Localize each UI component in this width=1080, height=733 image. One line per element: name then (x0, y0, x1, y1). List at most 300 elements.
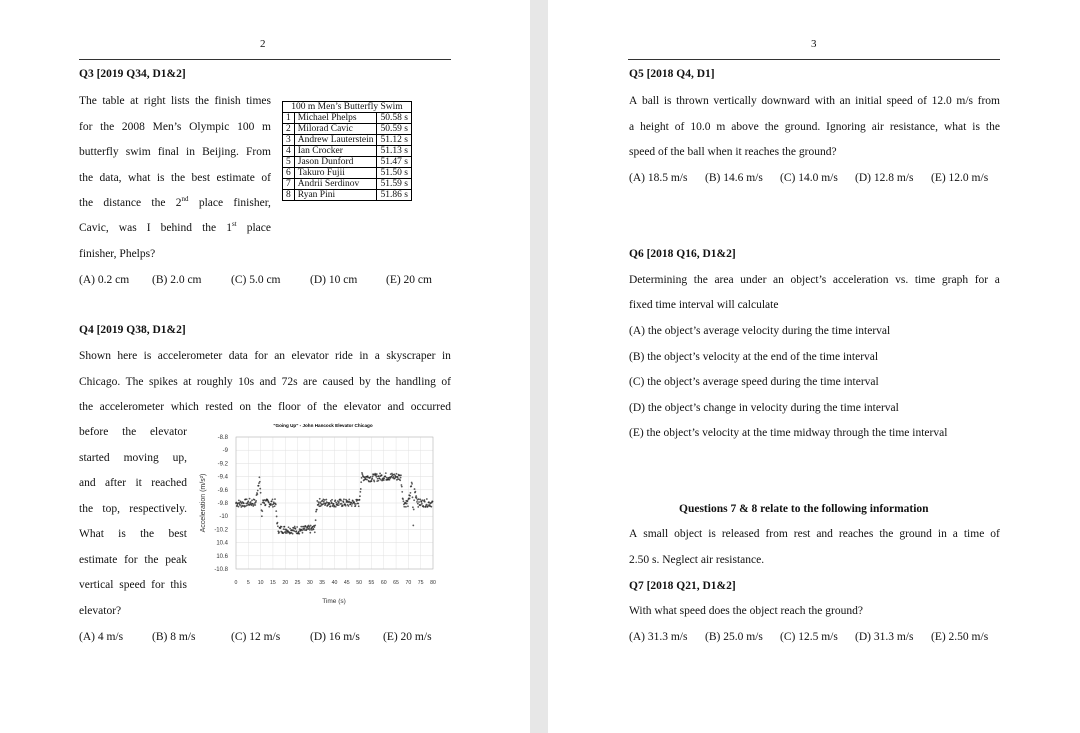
data-point (405, 506, 407, 508)
data-point (343, 501, 345, 503)
data-point (411, 483, 413, 485)
data-point (275, 504, 277, 506)
data-point (277, 525, 279, 527)
data-point (397, 477, 399, 479)
data-point (348, 505, 350, 507)
q5-line-3: speed of the ball when it reaches the ground? (629, 146, 837, 158)
q3-line-7: finisher, Phelps? (79, 248, 156, 260)
data-point (389, 479, 391, 481)
cell-name: Milorad Cavic (294, 124, 377, 135)
data-point (362, 473, 364, 475)
data-point (315, 519, 317, 521)
data-point (402, 498, 404, 500)
data-point (261, 510, 263, 512)
data-point (385, 472, 387, 474)
data-point (318, 501, 320, 503)
q5-line-2: a height of 10.0 m above the ground. Ignoring air resistance, what is the (629, 120, 1000, 133)
data-point (319, 498, 321, 500)
data-point (283, 528, 285, 530)
q4-side-line-2: started moving up, (79, 451, 187, 464)
cell-time: 51.86 s (377, 190, 411, 201)
data-point (335, 502, 337, 504)
q6-option-d: (D) the object’s change in velocity during the time interval (629, 401, 899, 414)
q6-option-c: (C) the object’s average speed during the time interval (629, 376, 879, 388)
data-point (384, 475, 386, 477)
data-point (313, 528, 315, 530)
table-row (283, 113, 412, 124)
data-point (301, 530, 303, 532)
q4-option-e: (E) 20 m/s (383, 631, 432, 643)
y-tick-label: -9 (222, 448, 228, 455)
cell-place: 5 (283, 157, 295, 168)
q5-option-b: (B) 14.6 m/s (705, 172, 763, 184)
data-point (407, 505, 409, 507)
cell-time: 50.59 s (377, 124, 411, 135)
data-point (410, 492, 412, 494)
table-row (283, 135, 412, 146)
page-number: 3 (811, 38, 817, 50)
y-tick-label: -9.6 (217, 487, 228, 494)
data-point (243, 502, 245, 504)
data-point (416, 497, 418, 499)
data-point (333, 503, 335, 505)
q7-option-e: (E) 2.50 m/s (931, 631, 989, 643)
data-point (413, 499, 415, 501)
data-point (421, 499, 423, 501)
data-point (378, 480, 380, 482)
q7-heading: Q7 [2018 Q21, D1&2] (629, 580, 736, 592)
data-point (415, 495, 417, 497)
data-point (304, 527, 306, 529)
cell-place: 7 (283, 179, 295, 190)
data-point (348, 498, 350, 500)
q3-option-b: (B) 2.0 cm (152, 274, 202, 286)
data-point (293, 530, 295, 532)
q5-option-d: (D) 12.8 m/s (855, 172, 914, 184)
table-caption: 100 m Men’s Butterfly Swim (283, 102, 412, 113)
data-point (281, 526, 283, 528)
data-point (413, 509, 415, 511)
data-point (338, 501, 340, 503)
q4-option-b: (B) 8 m/s (152, 631, 196, 643)
q4-side-line-3: and after it reached (79, 477, 187, 489)
data-point (400, 477, 402, 479)
x-axis-label: Time (s) (322, 598, 346, 605)
data-point (314, 524, 316, 526)
q4-last-line: elevator? (79, 605, 122, 617)
data-point (274, 498, 276, 500)
data-point (254, 504, 256, 506)
data-point (292, 533, 294, 535)
y-tick-label: -9.4 (217, 474, 228, 481)
data-point (396, 473, 398, 475)
q7-option-c: (C) 12.5 m/s (780, 631, 838, 643)
data-point (393, 476, 395, 478)
data-point (278, 531, 280, 533)
data-point (260, 503, 262, 505)
data-point (323, 501, 325, 503)
data-point (407, 500, 409, 502)
data-point (289, 528, 291, 530)
data-point (250, 501, 252, 503)
data-point (279, 527, 281, 529)
header-rule (628, 59, 1000, 60)
data-point (358, 505, 360, 507)
data-point (412, 496, 414, 498)
cell-name: Michael Phelps (294, 113, 377, 124)
cell-time: 51.59 s (377, 179, 411, 190)
data-point (426, 504, 428, 506)
data-point (421, 503, 423, 505)
data-point (432, 501, 434, 503)
right-page (548, 0, 1080, 733)
data-point (276, 516, 278, 518)
data-point (424, 501, 426, 503)
data-point (355, 505, 357, 507)
data-point (313, 526, 315, 528)
data-point (371, 480, 373, 482)
y-tick-label: 10.6 (216, 553, 228, 560)
data-point (412, 506, 414, 508)
data-point (360, 481, 362, 483)
data-point (238, 506, 240, 508)
x-tick-label: 70 (405, 580, 412, 586)
data-point (294, 526, 296, 528)
cell-place: 8 (283, 190, 295, 201)
data-point (377, 478, 379, 480)
data-point (378, 475, 380, 477)
data-point (355, 503, 357, 505)
data-point (341, 503, 343, 505)
data-point (254, 499, 256, 501)
data-point (302, 532, 304, 534)
q4-option-d: (D) 16 m/s (310, 631, 360, 643)
data-point (246, 498, 248, 500)
q3-option-d: (D) 10 cm (310, 274, 358, 286)
data-point (258, 476, 260, 478)
data-point (316, 509, 318, 511)
data-point (410, 485, 412, 487)
data-point (418, 498, 420, 500)
data-point (295, 530, 297, 532)
data-point (272, 506, 274, 508)
cell-name: Andrew Lauterstein (294, 135, 377, 146)
x-tick-label: 75 (417, 580, 424, 586)
data-point (417, 506, 419, 508)
q7-question: With what speed does the object reach the ground? (629, 605, 863, 617)
q4-side-line-7: vertical speed for this (79, 579, 187, 591)
q4-intro-line-2: Chicago. The spikes at roughly 10s and 72s are caused by the handling of (79, 375, 451, 388)
data-point (268, 502, 270, 504)
data-point (305, 526, 307, 528)
chart-title: "Going Up" - John Hancock Elevator Chicago (273, 423, 373, 428)
cell-time: 51.12 s (377, 135, 411, 146)
q3-line-1: The table at right lists the finish times (79, 95, 271, 107)
data-point (315, 511, 317, 513)
table-row (283, 168, 412, 179)
q3-line-5: the distance the 2nd place finisher, (79, 195, 271, 209)
table-row (283, 146, 412, 157)
data-point (238, 499, 240, 501)
data-point (421, 501, 423, 503)
y-tick-label: -9.2 (217, 461, 228, 468)
data-point (366, 479, 368, 481)
data-point (239, 504, 241, 506)
y-tick-label: -10.8 (214, 567, 228, 573)
data-point (399, 479, 401, 481)
q4-side-line-5: What is the best (79, 528, 187, 540)
data-point (383, 479, 385, 481)
data-point (409, 498, 411, 500)
data-point (418, 501, 420, 503)
data-point (340, 500, 342, 502)
data-point (359, 495, 361, 497)
data-point (257, 490, 259, 492)
data-point (288, 526, 290, 528)
y-tick-label: -10.2 (214, 527, 228, 534)
data-point (343, 498, 345, 500)
data-point (256, 493, 258, 495)
data-point (329, 505, 331, 507)
q3-option-e: (E) 20 cm (386, 274, 432, 286)
data-point (335, 506, 337, 508)
x-tick-label: 50 (356, 580, 363, 586)
data-point (401, 486, 403, 488)
page-number: 2 (260, 38, 266, 50)
accelerometer-chart (193, 418, 455, 610)
data-point (360, 488, 362, 490)
cell-place: 2 (283, 124, 295, 135)
data-point (251, 499, 253, 501)
data-point (246, 504, 248, 506)
q4-option-a: (A) 4 m/s (79, 631, 124, 643)
q3-option-a: (A) 0.2 cm (79, 274, 130, 286)
q4-intro-line-1: Shown here is accelerometer data for an elevator ride in a skyscraper in (79, 350, 451, 362)
data-point (263, 503, 265, 505)
data-point (318, 503, 320, 505)
cell-name: Jason Dunford (294, 157, 377, 168)
data-point (345, 505, 347, 507)
q6-line-2: fixed time interval will calculate (629, 299, 779, 311)
data-point (310, 525, 312, 527)
data-point (400, 484, 402, 486)
q4-option-c: (C) 12 m/s (231, 631, 281, 643)
data-point (401, 491, 403, 493)
data-point (325, 499, 327, 501)
y-tick-label: 10.4 (216, 540, 228, 547)
cell-place: 6 (283, 168, 295, 179)
data-point (359, 491, 361, 493)
q78-line-2: 2.50 s. Neglect air resistance. (629, 554, 765, 566)
table-row (283, 190, 412, 201)
cell-name: Andrii Serdinov (294, 179, 377, 190)
data-point (295, 528, 297, 530)
q5-option-a: (A) 18.5 m/s (629, 172, 688, 184)
x-tick-label: 60 (380, 580, 387, 586)
data-point (350, 503, 352, 505)
q7-option-b: (B) 25.0 m/s (705, 631, 763, 643)
data-point (400, 474, 402, 476)
cell-time: 51.47 s (377, 157, 411, 168)
data-point (282, 532, 284, 534)
data-point (247, 500, 249, 502)
q4-intro-line-3: the accelerometer which rested on the floor of the elevator and occurred (79, 401, 451, 413)
x-tick-label: 10 (257, 580, 264, 586)
q78-heading: Questions 7 & 8 relate to the following information (679, 503, 929, 515)
data-point (423, 506, 425, 508)
q3-option-c: (C) 5.0 cm (231, 274, 281, 286)
data-point (416, 501, 418, 503)
data-point (403, 506, 405, 508)
data-point (275, 510, 277, 512)
data-point (373, 481, 375, 483)
data-point (260, 492, 262, 494)
data-point (259, 481, 261, 483)
y-tick-label: -9.8 (217, 501, 228, 507)
cell-place: 1 (283, 113, 295, 124)
data-point (331, 499, 333, 501)
data-point (426, 498, 428, 500)
q7-option-d: (D) 31.3 m/s (855, 631, 914, 643)
y-tick-label: -10 (219, 514, 228, 521)
x-tick-label: 15 (270, 580, 276, 586)
data-point (427, 506, 429, 508)
q4-side-line-1: before the elevator (79, 426, 187, 438)
data-point (379, 473, 381, 475)
q3-line-3: butterfly swim final in Beijing. From (79, 146, 271, 158)
x-tick-label: 0 (234, 580, 238, 586)
data-point (236, 504, 238, 506)
data-point (372, 476, 374, 478)
data-point (371, 477, 373, 479)
x-tick-label: 30 (306, 580, 313, 586)
cell-time: 51.13 s (377, 146, 411, 157)
swim-results-table (282, 101, 412, 201)
q3-line-4: the data, what is the best estimate of (79, 171, 271, 184)
q5-line-1: A ball is thrown vertically downward with an initial speed of 12.0 m/s from (629, 95, 1000, 107)
q7-option-a: (A) 31.3 m/s (629, 631, 688, 643)
cell-name: Takuro Fujii (294, 168, 377, 179)
data-point (324, 499, 326, 501)
data-point (261, 515, 263, 517)
data-point (314, 531, 316, 533)
q6-heading: Q6 [2018 Q16, D1&2] (629, 248, 736, 260)
q6-line-1: Determining the area under an object’s acceleration vs. time graph for a (629, 274, 1000, 286)
data-point (375, 476, 377, 478)
table-row (283, 179, 412, 190)
q6-option-b: (B) the object’s velocity at the end of the time interval (629, 350, 879, 363)
x-tick-label: 80 (430, 580, 436, 586)
data-point (383, 478, 385, 480)
q3-heading: Q3 [2019 Q34, D1&2] (79, 68, 186, 80)
data-point (277, 522, 279, 524)
y-axis-label: Acceleration (m/s²) (200, 473, 207, 533)
table-row (283, 124, 412, 135)
data-point (417, 503, 419, 505)
data-point (423, 499, 425, 501)
data-point (359, 499, 361, 501)
data-point (361, 477, 363, 479)
data-point (300, 526, 302, 528)
cell-place: 4 (283, 146, 295, 157)
header-rule (79, 59, 451, 60)
x-tick-label: 35 (319, 580, 326, 586)
data-point (255, 500, 257, 502)
table-row (283, 157, 412, 168)
data-point (271, 500, 273, 502)
y-tick-label: -8.8 (217, 435, 228, 441)
data-point (409, 495, 411, 497)
data-point (268, 506, 270, 508)
q3-line-2: for the 2008 Men’s Olympic 100 m (79, 120, 271, 133)
data-point (419, 499, 421, 501)
data-point (430, 506, 432, 508)
data-point (309, 532, 311, 534)
cell-name: Ian Crocker (294, 146, 377, 157)
q4-side-line-4: the top, respectively. (79, 502, 187, 515)
cell-place: 3 (283, 135, 295, 146)
x-tick-label: 25 (294, 580, 301, 586)
data-point (342, 505, 344, 507)
q6-option-e: (E) the object’s velocity at the time midway through the time interval (629, 427, 948, 439)
data-point (274, 505, 276, 507)
data-point (338, 504, 340, 506)
q4-side-line-6: estimate for the peak (79, 553, 187, 566)
cell-name: Ryan Pini (294, 190, 377, 201)
data-point (403, 500, 405, 502)
x-tick-label: 45 (343, 580, 350, 586)
data-point (357, 503, 359, 505)
data-point (381, 474, 383, 476)
x-tick-label: 55 (368, 580, 375, 586)
cell-time: 50.58 s (377, 113, 411, 124)
data-point (258, 485, 260, 487)
cell-time: 51.50 s (377, 168, 411, 179)
data-point (353, 501, 355, 503)
data-point (414, 488, 416, 490)
data-point (351, 505, 353, 507)
data-point (284, 526, 286, 528)
q78-line-1: A small object is released from rest and reaches the ground in a time of (629, 528, 1000, 540)
data-point (370, 476, 372, 478)
data-point (329, 503, 331, 505)
data-point (334, 499, 336, 501)
data-point (272, 498, 274, 500)
data-point (249, 498, 251, 500)
data-point (376, 473, 378, 475)
q5-option-e: (E) 12.0 m/s (931, 172, 989, 184)
left-page (0, 0, 530, 733)
q5-heading: Q5 [2018 Q4, D1] (629, 68, 715, 80)
data-point (296, 526, 298, 528)
data-point (386, 477, 388, 479)
q4-heading: Q4 [2019 Q38, D1&2] (79, 324, 186, 336)
data-point (259, 488, 261, 490)
q5-option-c: (C) 14.0 m/s (780, 172, 838, 184)
data-point (265, 504, 267, 506)
x-tick-label: 5 (246, 580, 250, 586)
data-point (412, 525, 414, 527)
q3-line-6: Cavic, was I behind the 1st place (79, 220, 271, 234)
x-tick-label: 20 (282, 580, 289, 586)
x-tick-label: 65 (393, 580, 399, 586)
q6-option-a: (A) the object’s average velocity during the time interval (629, 325, 891, 337)
data-point (414, 491, 416, 493)
data-point (406, 503, 408, 505)
data-point (306, 529, 308, 531)
x-tick-label: 40 (331, 580, 338, 586)
data-point (298, 533, 300, 535)
